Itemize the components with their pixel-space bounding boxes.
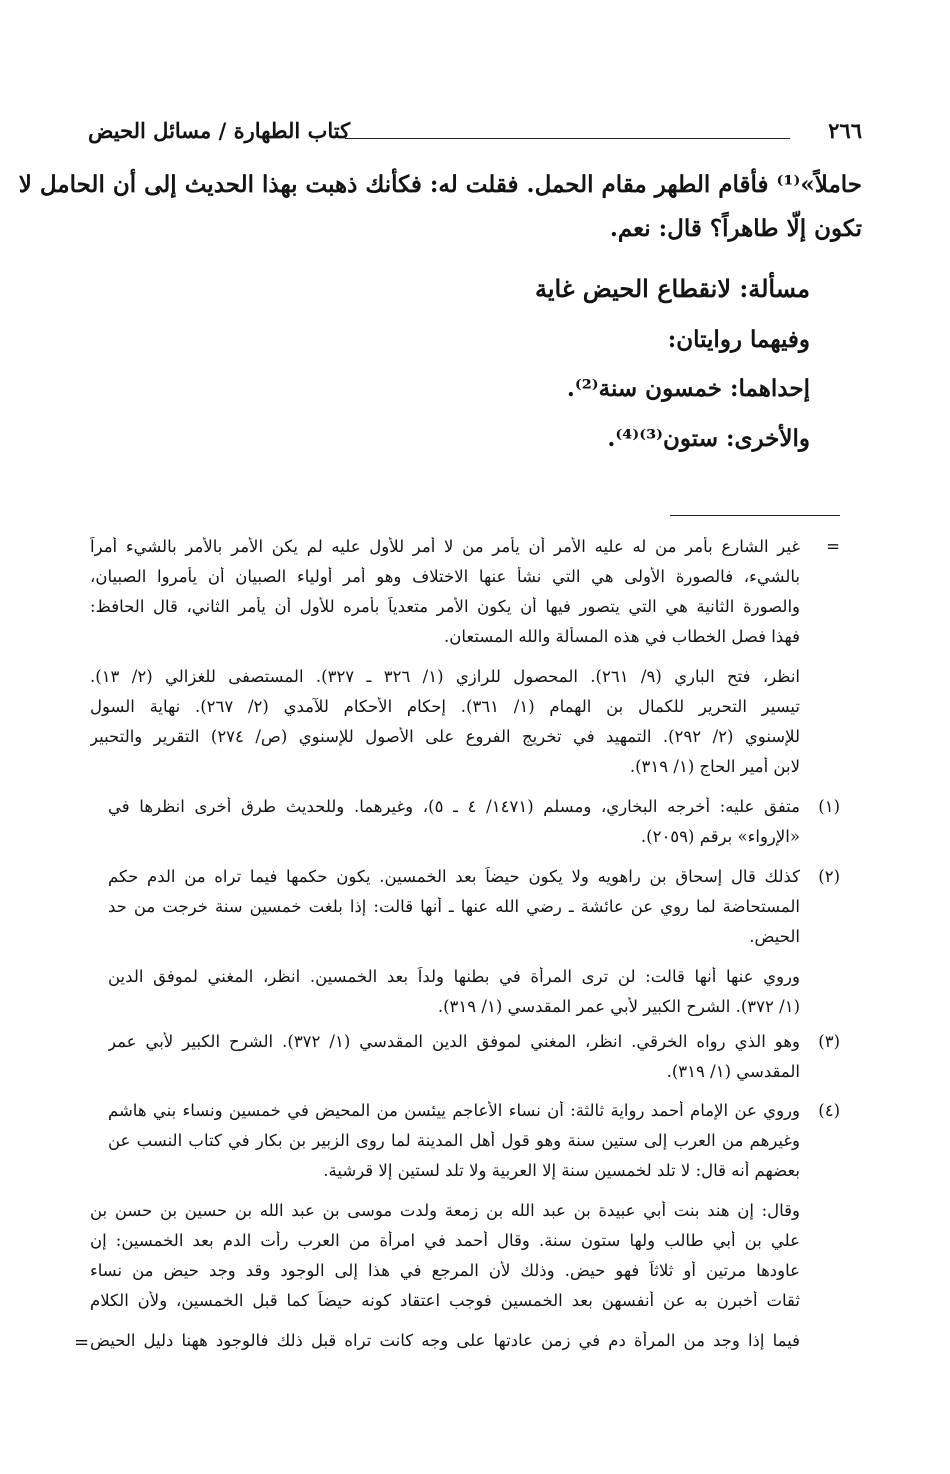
footnote-1-number: (١) <box>818 797 840 816</box>
footnote-cont-line: بالشيء، فالصورة الأولى هي التي نشأ عنها الاختلاف وهو أمر أولياء الصبيان أن يأمروا الصبيان، <box>90 567 800 586</box>
footnote-cont-line: غير الشارع بأمر من له عليه الأمر أن يأمر من لا أمر للأول عليه لم يكن الأمر بالأمر بالشيء أمراً <box>90 537 800 556</box>
footnote-cont-line: انظر، فتح الباري (٩/ ٢٦١). المحصول للرازي (١/ ٣٢٦ ـ ٣٢٧). المستصفى للغزالي (٢/ ١٣). <box>90 667 800 686</box>
footnote-4-line: علي بن أبي طالب ولها ستون سنة. وقال أحمد في امرأة من العرب رأت الدم بعد الخمسين: إن <box>90 1231 800 1250</box>
footnote-4-number: (٤) <box>818 1101 840 1120</box>
footnote-3-line: المقدسي (١/ ٣١٩). <box>666 1062 800 1081</box>
footnote-4-line: عاودها مرتين أو ثلاثاً فهو حيض. وذلك لأن المرجع في هذا إلى الوجود وقد وجد حيض من نساء <box>90 1261 800 1280</box>
footnote-4-line: ثقات أخبرن به عن أنفسهن بعد الخمسين فوجب اعتقاد كونه حيضاً كما قبل الخمسين، ولأن الكلام <box>90 1291 800 1310</box>
footnote-2-line: المستحاضة لما روي عن عائشة ـ رضي الله عنها ـ أنها قالت: إذا بلغت خمسين سنة خرجت من حد <box>108 897 800 916</box>
running-title: كتاب الطهارة / مسائل الحيض <box>88 118 351 143</box>
footnote-cont-line: لابن أمير الحاج (١/ ٣١٩). <box>629 757 800 776</box>
section-heading: مسألة: لانقطاع الحيض غاية <box>534 274 810 303</box>
header-rule <box>345 138 790 139</box>
footnote-2-line: وروي عنها أنها قالت: لن ترى المرأة في بطنها ولداً بعد الخمسين. انظر، المغني لموفق الدين <box>108 967 800 986</box>
footnote-2-line: الحيض. <box>749 927 800 946</box>
footnote-2-line: كذلك قال إسحاق بن راهويه ولا يكون حيضاً بعد الخمسين. يكون حكمها فيما تراه من الدم حكم <box>108 867 800 886</box>
paragraph-two-narrations: وفيهما روايتان: <box>667 326 810 353</box>
footnote-cont-line: تيسير التحرير للكمال بن الهمام (١/ ٣٦١). إحكام الأحكام للآمدي (٢/ ٢٦٧). نهاية السول <box>90 697 800 716</box>
main-text-line-1: حاملاً»⁽¹⁾ فأقام الطهر مقام الحمل. فقلت له: فكأنك ذهبت بهذا الحديث إلى أن الحامل لا <box>18 171 862 198</box>
paragraph-second-narration: والأخرى: ستون⁽³⁾⁽⁴⁾. <box>607 425 810 452</box>
footnote-cont-line: فهذا فصل الخطاب في هذه المسألة والله المستعان. <box>443 627 800 646</box>
main-text-line-2: تكون إلّا طاهراً؟ قال: نعم. <box>609 215 862 242</box>
paragraph-first-narration: إحداهما: خمسون سنة⁽²⁾. <box>566 375 810 402</box>
footnote-4-line: بعضهم أنه قال: لا تلد لخمسين سنة إلا العربية ولا تلد لستين إلا قرشية. <box>323 1161 800 1180</box>
continuation-mark: = <box>826 537 840 556</box>
footnote-cont-line: للإسنوي (٢/ ٢٩٢). التمهيد في تخريج الفروع على الأصول للإسنوي (ص/ ٢٧٤) التقرير والتحبير <box>90 727 800 746</box>
page-number: ٢٦٦ <box>828 118 862 143</box>
footnote-4-line: فيما إذا وجد من المرأة دم في زمن عادتها على وجه كانت تراه قبل ذلك فالوجود ههنا دليل الحيض <box>90 1331 800 1350</box>
footnote-4-line: وقال: إن هند بنت أبي عبيدة بن عبد الله بن زمعة ولدت موسى بن عبد الله بن حسين بن حسن بن <box>90 1201 800 1220</box>
footnote-separator <box>670 515 840 516</box>
footnote-2-number: (٢) <box>818 867 840 886</box>
footnote-4-line: وروي عن الإمام أحمد رواية ثالثة: أن نساء الأعاجم ييئسن من المحيض في خمسين ونساء بني هاشم <box>108 1101 800 1120</box>
footnote-1-line: متفق عليه: أخرجه البخاري، ومسلم (١٤٧١/ ٤ ـ ٥)، وغيرهما. وللحديث طرق أخرى انظرها في <box>108 797 800 816</box>
footnote-4-line: وغيرهم من العرب إلى ستين سنة وهو قول أهل المدينة لما روى الزبير بن بكار في كتاب النسب عن <box>108 1131 800 1150</box>
footnote-3-line: وهو الذي رواه الخرقي. انظر، المغني لموفق الدين المقدسي (١/ ٣٧٢). الشرح الكبير لأبي عمر <box>108 1032 800 1051</box>
footnote-1-line: «الإرواء» برقم (٢٠٥٩). <box>640 827 800 846</box>
continuation-end-mark: = <box>74 1332 90 1353</box>
footnote-cont-line: والصورة الثانية هي التي يتصور فيها أن يكون الأمر متعدياً بأمره للأول أن يأمر الثاني، قال الحافظ: <box>90 597 800 616</box>
footnote-3-number: (٣) <box>818 1032 840 1051</box>
footnote-2-line: (١/ ٣٧٢). الشرح الكبير لأبي عمر المقدسي (١/ ٣١٩). <box>437 997 800 1016</box>
